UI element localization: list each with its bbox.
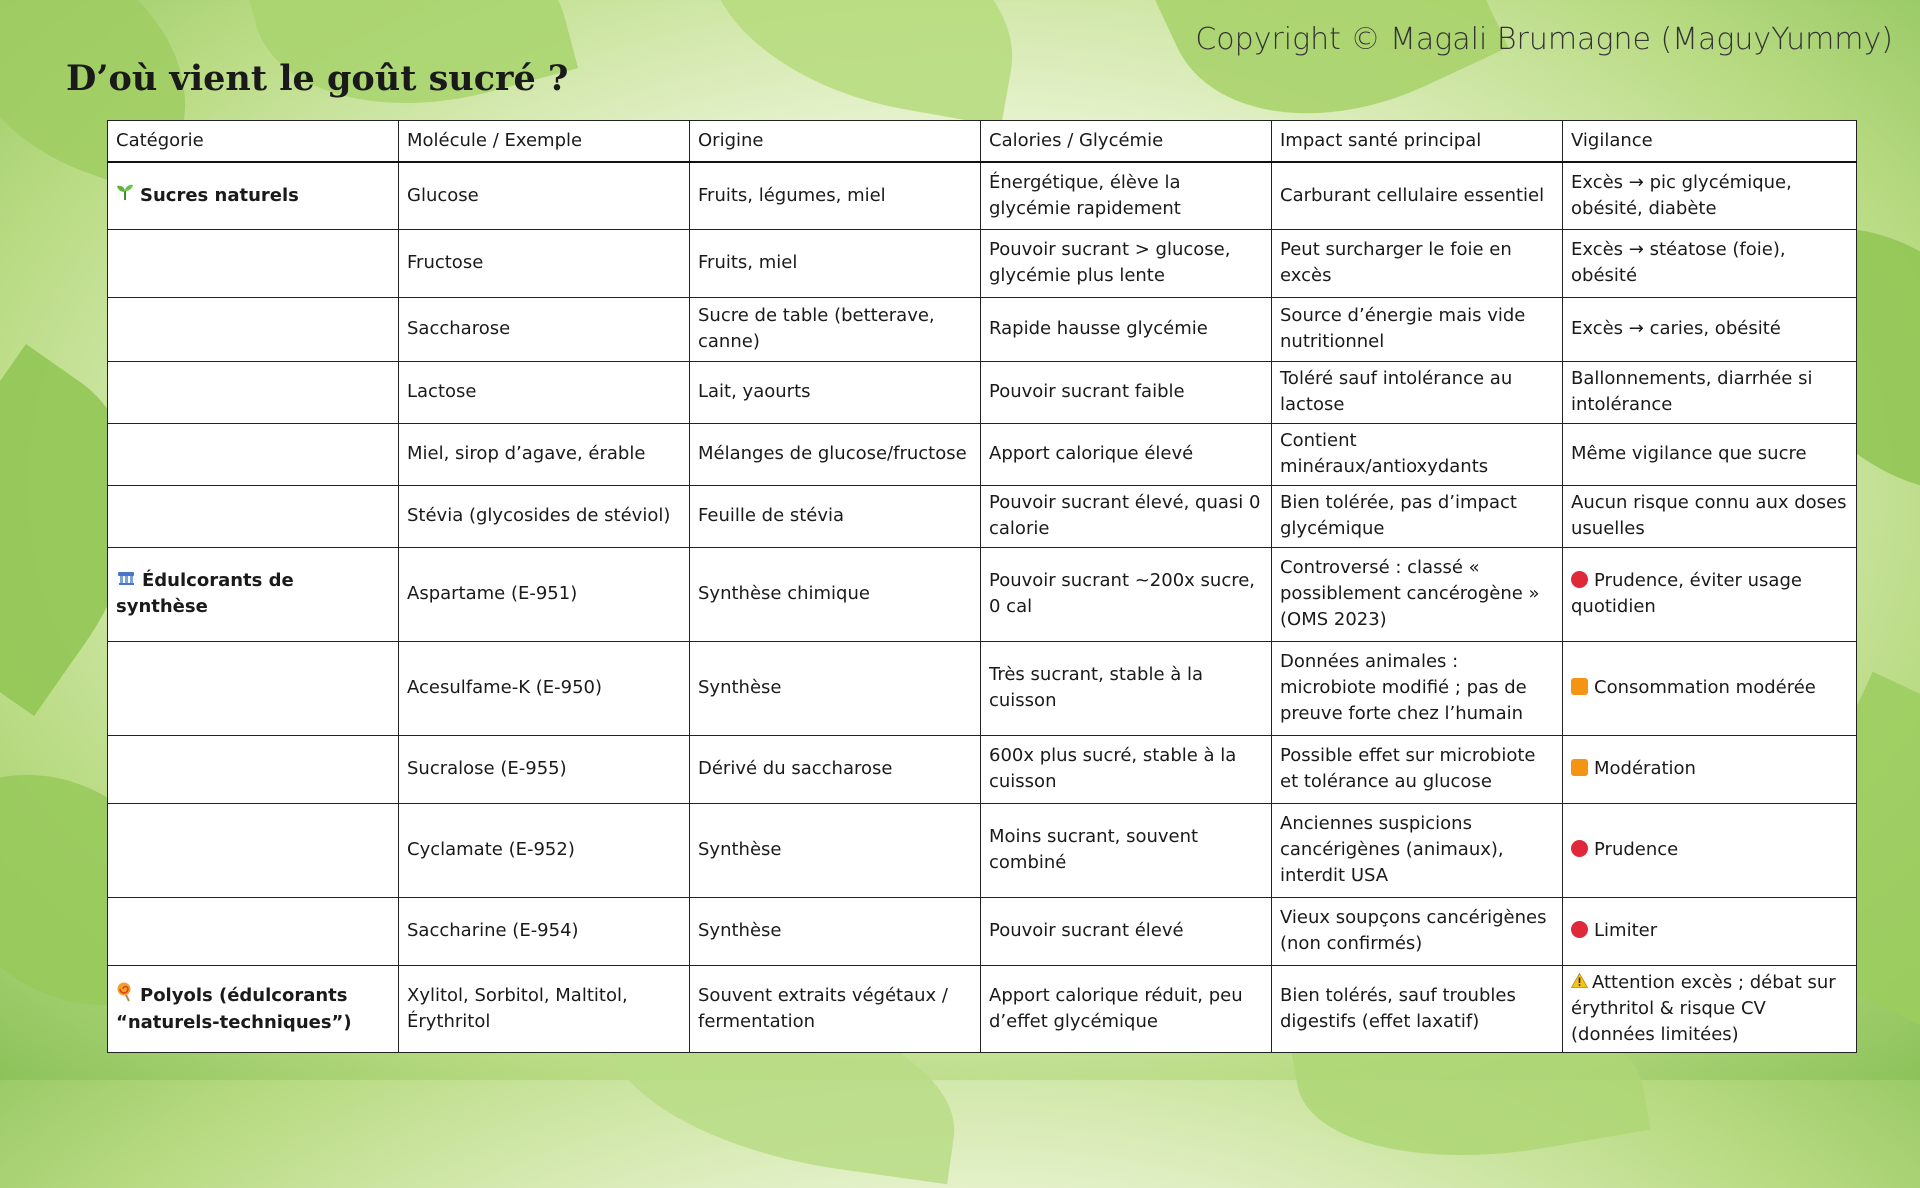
cell-origin: Synthèse bbox=[690, 641, 981, 735]
cell-vigilance bbox=[1563, 162, 1857, 229]
cell-molecule: Saccharose bbox=[399, 297, 690, 361]
cell-calories: Apport calorique réduit, peu d’effet glycémique bbox=[981, 965, 1272, 1052]
category-label: Édulcorants de synthèse bbox=[116, 570, 294, 617]
cell-molecule: Glucose bbox=[399, 162, 690, 229]
cell-molecule: Saccharine (E-954) bbox=[399, 897, 690, 965]
lollipop-icon bbox=[116, 982, 134, 1010]
cell-category bbox=[108, 162, 399, 229]
cell-origin: Dérivé du saccharose bbox=[690, 735, 981, 803]
table-body bbox=[108, 162, 1857, 1052]
cell-impact: Données animales : microbiote modifié ; pas de preuve forte chez l’humain bbox=[1272, 641, 1563, 735]
cell-calories: Pouvoir sucrant élevé, quasi 0 calorie bbox=[981, 485, 1272, 547]
table-row bbox=[108, 735, 1857, 803]
cell-category bbox=[108, 485, 399, 547]
red-circle-icon bbox=[1571, 840, 1588, 857]
column-header-impact: Impact santé principal bbox=[1272, 121, 1563, 163]
cell-category bbox=[108, 641, 399, 735]
table-row bbox=[108, 641, 1857, 735]
cell-category bbox=[108, 897, 399, 965]
cell-calories: Apport calorique élevé bbox=[981, 423, 1272, 485]
vigilance-text: Ballonnements, diarrhée si intolérance bbox=[1571, 368, 1813, 415]
seedling-icon bbox=[116, 183, 134, 209]
cell-calories: Moins sucrant, souvent combiné bbox=[981, 803, 1272, 897]
cell-impact: Carburant cellulaire essentiel bbox=[1272, 162, 1563, 229]
vigilance-text: Consommation modérée bbox=[1594, 677, 1816, 698]
column-header-vigilance: Vigilance bbox=[1563, 121, 1857, 163]
orange-square-icon bbox=[1571, 678, 1588, 695]
cell-origin: Lait, yaourts bbox=[690, 361, 981, 423]
cell-category bbox=[108, 965, 399, 1052]
cell-vigilance bbox=[1563, 735, 1857, 803]
background-leaf bbox=[686, 0, 1034, 126]
vigilance-text: Prudence, éviter usage quotidien bbox=[1571, 570, 1802, 617]
cell-impact: Possible effet sur microbiote et tolérance au glucose bbox=[1272, 735, 1563, 803]
table-row bbox=[108, 897, 1857, 965]
cell-impact: Contient minéraux/antioxydants bbox=[1272, 423, 1563, 485]
table-row bbox=[108, 965, 1857, 1052]
cell-impact: Toléré sauf intolérance au lactose bbox=[1272, 361, 1563, 423]
vigilance-text: Aucun risque connu aux doses usuelles bbox=[1571, 492, 1847, 539]
cell-molecule: Aspartame (E-951) bbox=[399, 547, 690, 641]
sweeteners-table bbox=[107, 120, 1857, 1053]
cell-molecule: Fructose bbox=[399, 229, 690, 297]
cell-origin: Feuille de stévia bbox=[690, 485, 981, 547]
cell-calories: Rapide hausse glycémie bbox=[981, 297, 1272, 361]
cell-impact: Controversé : classé « possiblement cancérogène » (OMS 2023) bbox=[1272, 547, 1563, 641]
cell-calories: Pouvoir sucrant > glucose, glycémie plus lente bbox=[981, 229, 1272, 297]
cell-origin: Fruits, légumes, miel bbox=[690, 162, 981, 229]
cell-molecule: Miel, sirop d’agave, érable bbox=[399, 423, 690, 485]
cell-vigilance bbox=[1563, 965, 1857, 1052]
cell-category bbox=[108, 423, 399, 485]
table-row bbox=[108, 423, 1857, 485]
cell-impact: Bien tolérée, pas d’impact glycémique bbox=[1272, 485, 1563, 547]
table-row bbox=[108, 547, 1857, 641]
cell-origin: Fruits, miel bbox=[690, 229, 981, 297]
cell-origin: Synthèse bbox=[690, 897, 981, 965]
cell-category bbox=[108, 229, 399, 297]
category-label: Sucres naturels bbox=[140, 184, 299, 206]
cell-origin: Mélanges de glucose/fructose bbox=[690, 423, 981, 485]
cell-molecule: Xylitol, Sorbitol, Maltitol, Érythritol bbox=[399, 965, 690, 1052]
cell-category bbox=[108, 735, 399, 803]
cell-vigilance bbox=[1563, 641, 1857, 735]
vigilance-text: Limiter bbox=[1594, 920, 1658, 941]
cell-impact: Peut surcharger le foie en excès bbox=[1272, 229, 1563, 297]
cell-molecule: Lactose bbox=[399, 361, 690, 423]
cell-vigilance bbox=[1563, 361, 1857, 423]
copyright-notice: Copyright © Magali Brumagne (MaguyYummy) bbox=[1195, 22, 1893, 57]
vigilance-text: Prudence bbox=[1594, 839, 1679, 860]
vigilance-text: Excès → pic glycémique, obésité, diabète bbox=[1571, 171, 1792, 219]
column-header-category: Catégorie bbox=[108, 121, 399, 163]
table-row bbox=[108, 297, 1857, 361]
cell-calories: Pouvoir sucrant élevé bbox=[981, 897, 1272, 965]
category-label: Polyols (édulcorants “naturels-techniques”) bbox=[116, 984, 352, 1033]
cell-category bbox=[108, 547, 399, 641]
cell-calories: Très sucrant, stable à la cuisson bbox=[981, 641, 1272, 735]
cell-impact: Anciennes suspicions cancérigènes (animaux), interdit USA bbox=[1272, 803, 1563, 897]
cell-origin: Synthèse chimique bbox=[690, 547, 981, 641]
cell-impact: Vieux soupçons cancérigènes (non confirmés) bbox=[1272, 897, 1563, 965]
cell-vigilance bbox=[1563, 485, 1857, 547]
page-title: D’où vient le goût sucré ? bbox=[66, 58, 569, 99]
vigilance-text: Excès → caries, obésité bbox=[1571, 318, 1781, 339]
lab-icon bbox=[116, 568, 136, 594]
cell-molecule: Stévia (glycosides de stéviol) bbox=[399, 485, 690, 547]
cell-category bbox=[108, 297, 399, 361]
red-circle-icon bbox=[1571, 921, 1588, 938]
cell-vigilance bbox=[1563, 297, 1857, 361]
cell-vigilance bbox=[1563, 547, 1857, 641]
cell-vigilance bbox=[1563, 803, 1857, 897]
cell-calories: 600x plus sucré, stable à la cuisson bbox=[981, 735, 1272, 803]
cell-calories: Énergétique, élève la glycémie rapidement bbox=[981, 162, 1272, 229]
cell-molecule: Sucralose (E-955) bbox=[399, 735, 690, 803]
cell-impact: Source d’énergie mais vide nutritionnel bbox=[1272, 297, 1563, 361]
table-header-row bbox=[108, 121, 1857, 163]
table-row bbox=[108, 361, 1857, 423]
cell-origin: Synthèse bbox=[690, 803, 981, 897]
red-circle-icon bbox=[1571, 571, 1588, 588]
vigilance-text: Même vigilance que sucre bbox=[1571, 443, 1807, 464]
cell-origin: Souvent extraits végétaux / fermentation bbox=[690, 965, 981, 1052]
cell-category bbox=[108, 803, 399, 897]
cell-origin: Sucre de table (betterave, canne) bbox=[690, 297, 981, 361]
column-header-calories: Calories / Glycémie bbox=[981, 121, 1272, 163]
table-row bbox=[108, 803, 1857, 897]
orange-square-icon bbox=[1571, 759, 1588, 776]
vigilance-text: Attention excès ; débat sur érythritol & risque CV (données limitées) bbox=[1571, 971, 1836, 1045]
table-row bbox=[108, 229, 1857, 297]
cell-vigilance bbox=[1563, 897, 1857, 965]
cell-molecule: Acesulfame-K (E-950) bbox=[399, 641, 690, 735]
column-header-origin: Origine bbox=[690, 121, 981, 163]
cell-calories: Pouvoir sucrant faible bbox=[981, 361, 1272, 423]
cell-vigilance bbox=[1563, 423, 1857, 485]
cell-category bbox=[108, 361, 399, 423]
column-header-molecule: Molécule / Exemple bbox=[399, 121, 690, 163]
table-row bbox=[108, 485, 1857, 547]
cell-vigilance bbox=[1563, 229, 1857, 297]
cell-molecule: Cyclamate (E-952) bbox=[399, 803, 690, 897]
table-row bbox=[108, 162, 1857, 229]
vigilance-text: Modération bbox=[1594, 758, 1696, 779]
warning-icon bbox=[1571, 970, 1588, 996]
vigilance-text: Excès → stéatose (foie), obésité bbox=[1571, 239, 1786, 286]
cell-calories: Pouvoir sucrant ~200x sucre, 0 cal bbox=[981, 547, 1272, 641]
cell-impact: Bien tolérés, sauf troubles digestifs (effet laxatif) bbox=[1272, 965, 1563, 1052]
